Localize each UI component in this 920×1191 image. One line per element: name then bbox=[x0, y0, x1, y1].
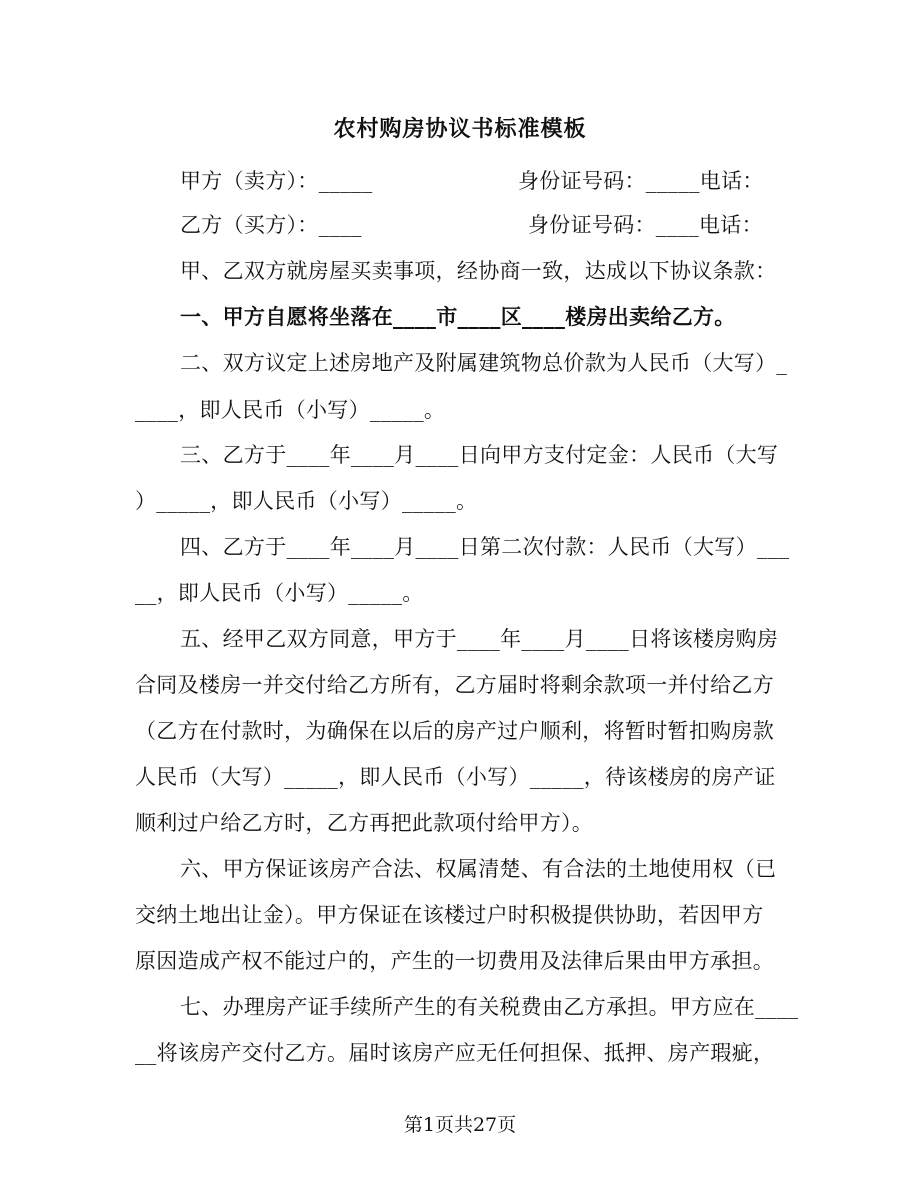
party-b-id-phone: 身份证号码：____电话： bbox=[528, 213, 763, 237]
clause-3-line-2: ）_____，即人民币（小写）_____。 bbox=[135, 489, 478, 513]
page-number: 第1页共27页 bbox=[403, 1114, 517, 1136]
clause-2-line-1: 二、双方议定上述房地产及附属建筑物总价款为人民币（大写）_ bbox=[180, 351, 788, 375]
clause-5-line-3: （乙方在付款时，为确保在以后的房产过户顺利，将暂时暂扣购房款 bbox=[135, 719, 774, 743]
intro-paragraph: 甲、乙双方就房屋买卖事项，经协商一致，达成以下协议条款： bbox=[180, 259, 777, 283]
party-a-label: 甲方（卖方）：_____ bbox=[180, 169, 373, 193]
party-a-id-phone: 身份证号码：_____电话： bbox=[518, 169, 764, 193]
document-title: 农村购房协议书标准模板 bbox=[333, 116, 587, 142]
clause-1: 一、甲方自愿将坐落在____市____区____楼房出卖给乙方。 bbox=[180, 304, 736, 329]
clause-3-line-1: 三、乙方于____年____月____日向甲方支付定金：人民币（大写 bbox=[180, 443, 779, 467]
clause-4-line-1: 四、乙方于____年____月____日第二次付款：人民币（大写）___ bbox=[180, 535, 790, 559]
clause-6-line-1: 六、甲方保证该房产合法、权属清楚、有合法的土地使用权（已 bbox=[180, 857, 777, 881]
clause-6-line-3: 原因造成产权不能过户的，产生的一切费用及法律后果由甲方承担。 bbox=[135, 949, 774, 973]
clause-4-line-2: __，即人民币（小写）_____。 bbox=[135, 581, 424, 605]
clause-5-line-5: 顺利过户给乙方时，乙方再把此款项付给甲方）。 bbox=[135, 811, 594, 835]
clause-5-line-1: 五、经甲乙双方同意，甲方于____年____月____日将该楼房购房 bbox=[180, 627, 779, 651]
clause-5-line-2: 合同及楼房一并交付给乙方所有，乙方届时将剩余款项一并付给乙方 bbox=[135, 673, 774, 697]
clause-6-line-2: 交纳土地出让金）。甲方保证在该楼过户时积极提供协助，若因甲方 bbox=[135, 903, 764, 927]
clause-5-line-4: 人民币（大写）_____，即人民币（小写）_____，待该楼房的房产证 bbox=[135, 765, 776, 789]
clause-7-line-2: __将该房产交付乙方。届时该房产应无任何担保、抵押、房产瑕疵， bbox=[135, 1041, 775, 1065]
clause-2-line-2: ____，即人民币（小写）_____。 bbox=[135, 398, 446, 422]
clause-7-line-1: 七、办理房产证手续所产生的有关税费由乙方承担。甲方应在____ bbox=[180, 995, 799, 1019]
party-b-label: 乙方（买方）：____ bbox=[180, 213, 362, 237]
